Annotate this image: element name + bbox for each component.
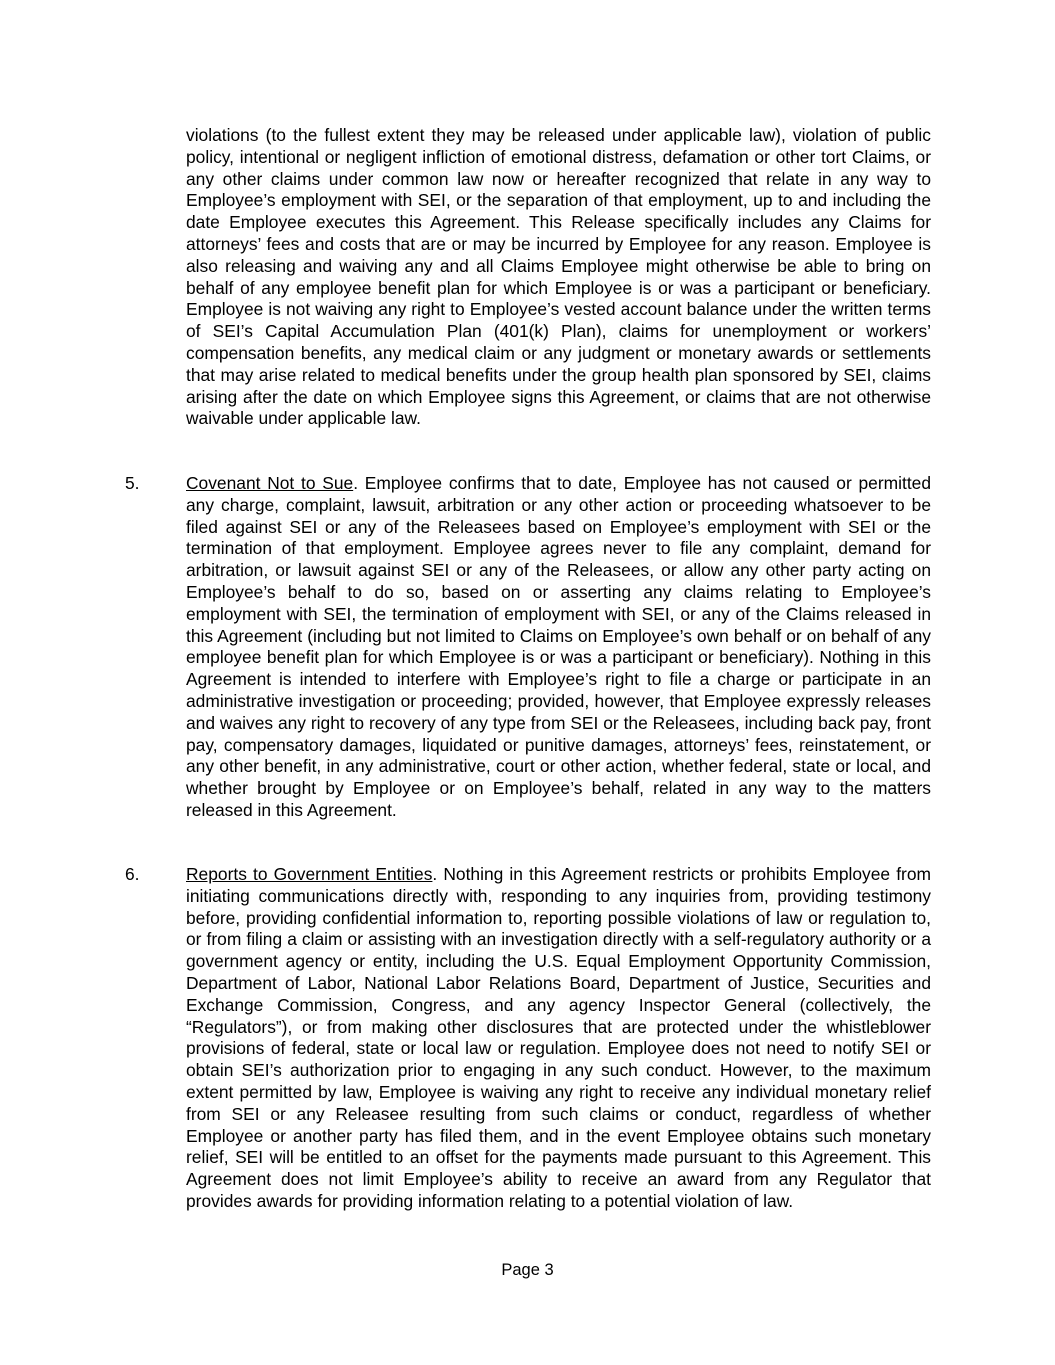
page-number: Page 3 <box>501 1261 554 1279</box>
section-6-heading: Reports to Government Entities <box>186 864 433 884</box>
release-continuation-paragraph <box>186 125 931 430</box>
section-5-paragraph <box>186 473 931 822</box>
section-5-body: . Employee confirms that to date, Employee has not caused or permitted any charge, complaint, lawsuit, arbitration or any other action or proceeding whatsoever to be filed against SEI or any of the Releasees based on Employee’s employment with SEI or the termination of that employment. Employee agrees never to file any complaint, demand for arbitration, or lawsuit against SEI or any of the Releasees, or allow any other party acting on Employee’s behalf to do so, based on or asserting any claims relating to Employee’s employment with SEI, the termination of employment with SEI, or any of the Claims released in this Agreement (including but not limited to Claims on Employee’s own behalf or on behalf of any employee benefit plan for which Employee is or was a participant or beneficiary). Nothing in this Agreement is intended to interfere with Employee’s right to file a charge or participate in an administrative investigation or proceeding; provided, however, that Employee expressly releases and waives any right to recovery of any type from SEI or the Releasees, including back pay, front pay, compensatory damages, liquidated or punitive damages, attorneys’ fees, reinstatement, or any other benefit, in any administrative, court or other action, whether federal, state or local, and whether brought by Employee or on Employee’s behalf, related in any way to the matters released in this Agreement. <box>186 473 931 820</box>
section-6-number: 6. <box>125 864 140 884</box>
release-continuation-text: violations (to the fullest extent they may be released under applicable law), violation of public policy, intentional or negligent infliction of emotional distress, defamation or other tort Claims, or any other claims under common law now or hereafter recognized that relate in any way to Employee’s employment with SEI, or the separation of that employment, up to and including the date Employee executes this Agreement. This Release specifically includes any Claims for attorneys’ fees and costs that are or may be incurred by Employee for any reason. Employee is also releasing and waiving any and all Claims Employee might otherwise be able to bring on behalf of any employee benefit plan for which Employee is or was a participant or beneficiary. Employee is not waiving any right to Employee’s vested account balance under the written terms of SEI’s Capital Accumulation Plan (401(k) Plan), claims for unemployment or workers’ compensation benefits, any medical claim or any judgment or monetary awards or settlements that may arise related to medical benefits under the group health plan sponsored by SEI, claims arising after the date on which Employee signs this Agreement, or claims that are not otherwise waivable under applicable law. <box>186 125 931 429</box>
section-5-heading: Covenant Not to Sue <box>186 473 354 493</box>
section-6-paragraph <box>186 864 931 1213</box>
section-6-body: . Nothing in this Agreement restricts or prohibits Employee from initiating communications directly with, responding to any inquiries from, providing testimony before, providing confidential information to, reporting possible violations of law or regulation to, or from filing a claim or assisting with an investigation directly with a self-regulatory authority or a government agency or entity, including the U.S. Equal Employment Opportunity Commission, Department of Labor, National Labor Relations Board, Department of Justice, Securities and Exchange Commission, Congress, and any agency Inspector General (collectively, the “Regulators”), or from making other disclosures that are protected under the whistleblower provisions of federal, state or local law or regulation. Employee does not need to notify SEI or obtain SEI’s authorization prior to engaging in any such conduct. However, to the maximum extent permitted by law, Employee is waiving any right to receive any individual monetary relief from SEI or any Releasee resulting from such claims or conduct, regardless of whether Employee or another party has filed them, and in the event Employee obtains such monetary relief, SEI will be entitled to an offset for the payments made pursuant to this Agreement. This Agreement does not limit Employee’s ability to receive an award from any Regulator that provides awards for providing information relating to a potential violation of law. <box>186 864 931 1211</box>
section-5-number: 5. <box>125 473 140 493</box>
